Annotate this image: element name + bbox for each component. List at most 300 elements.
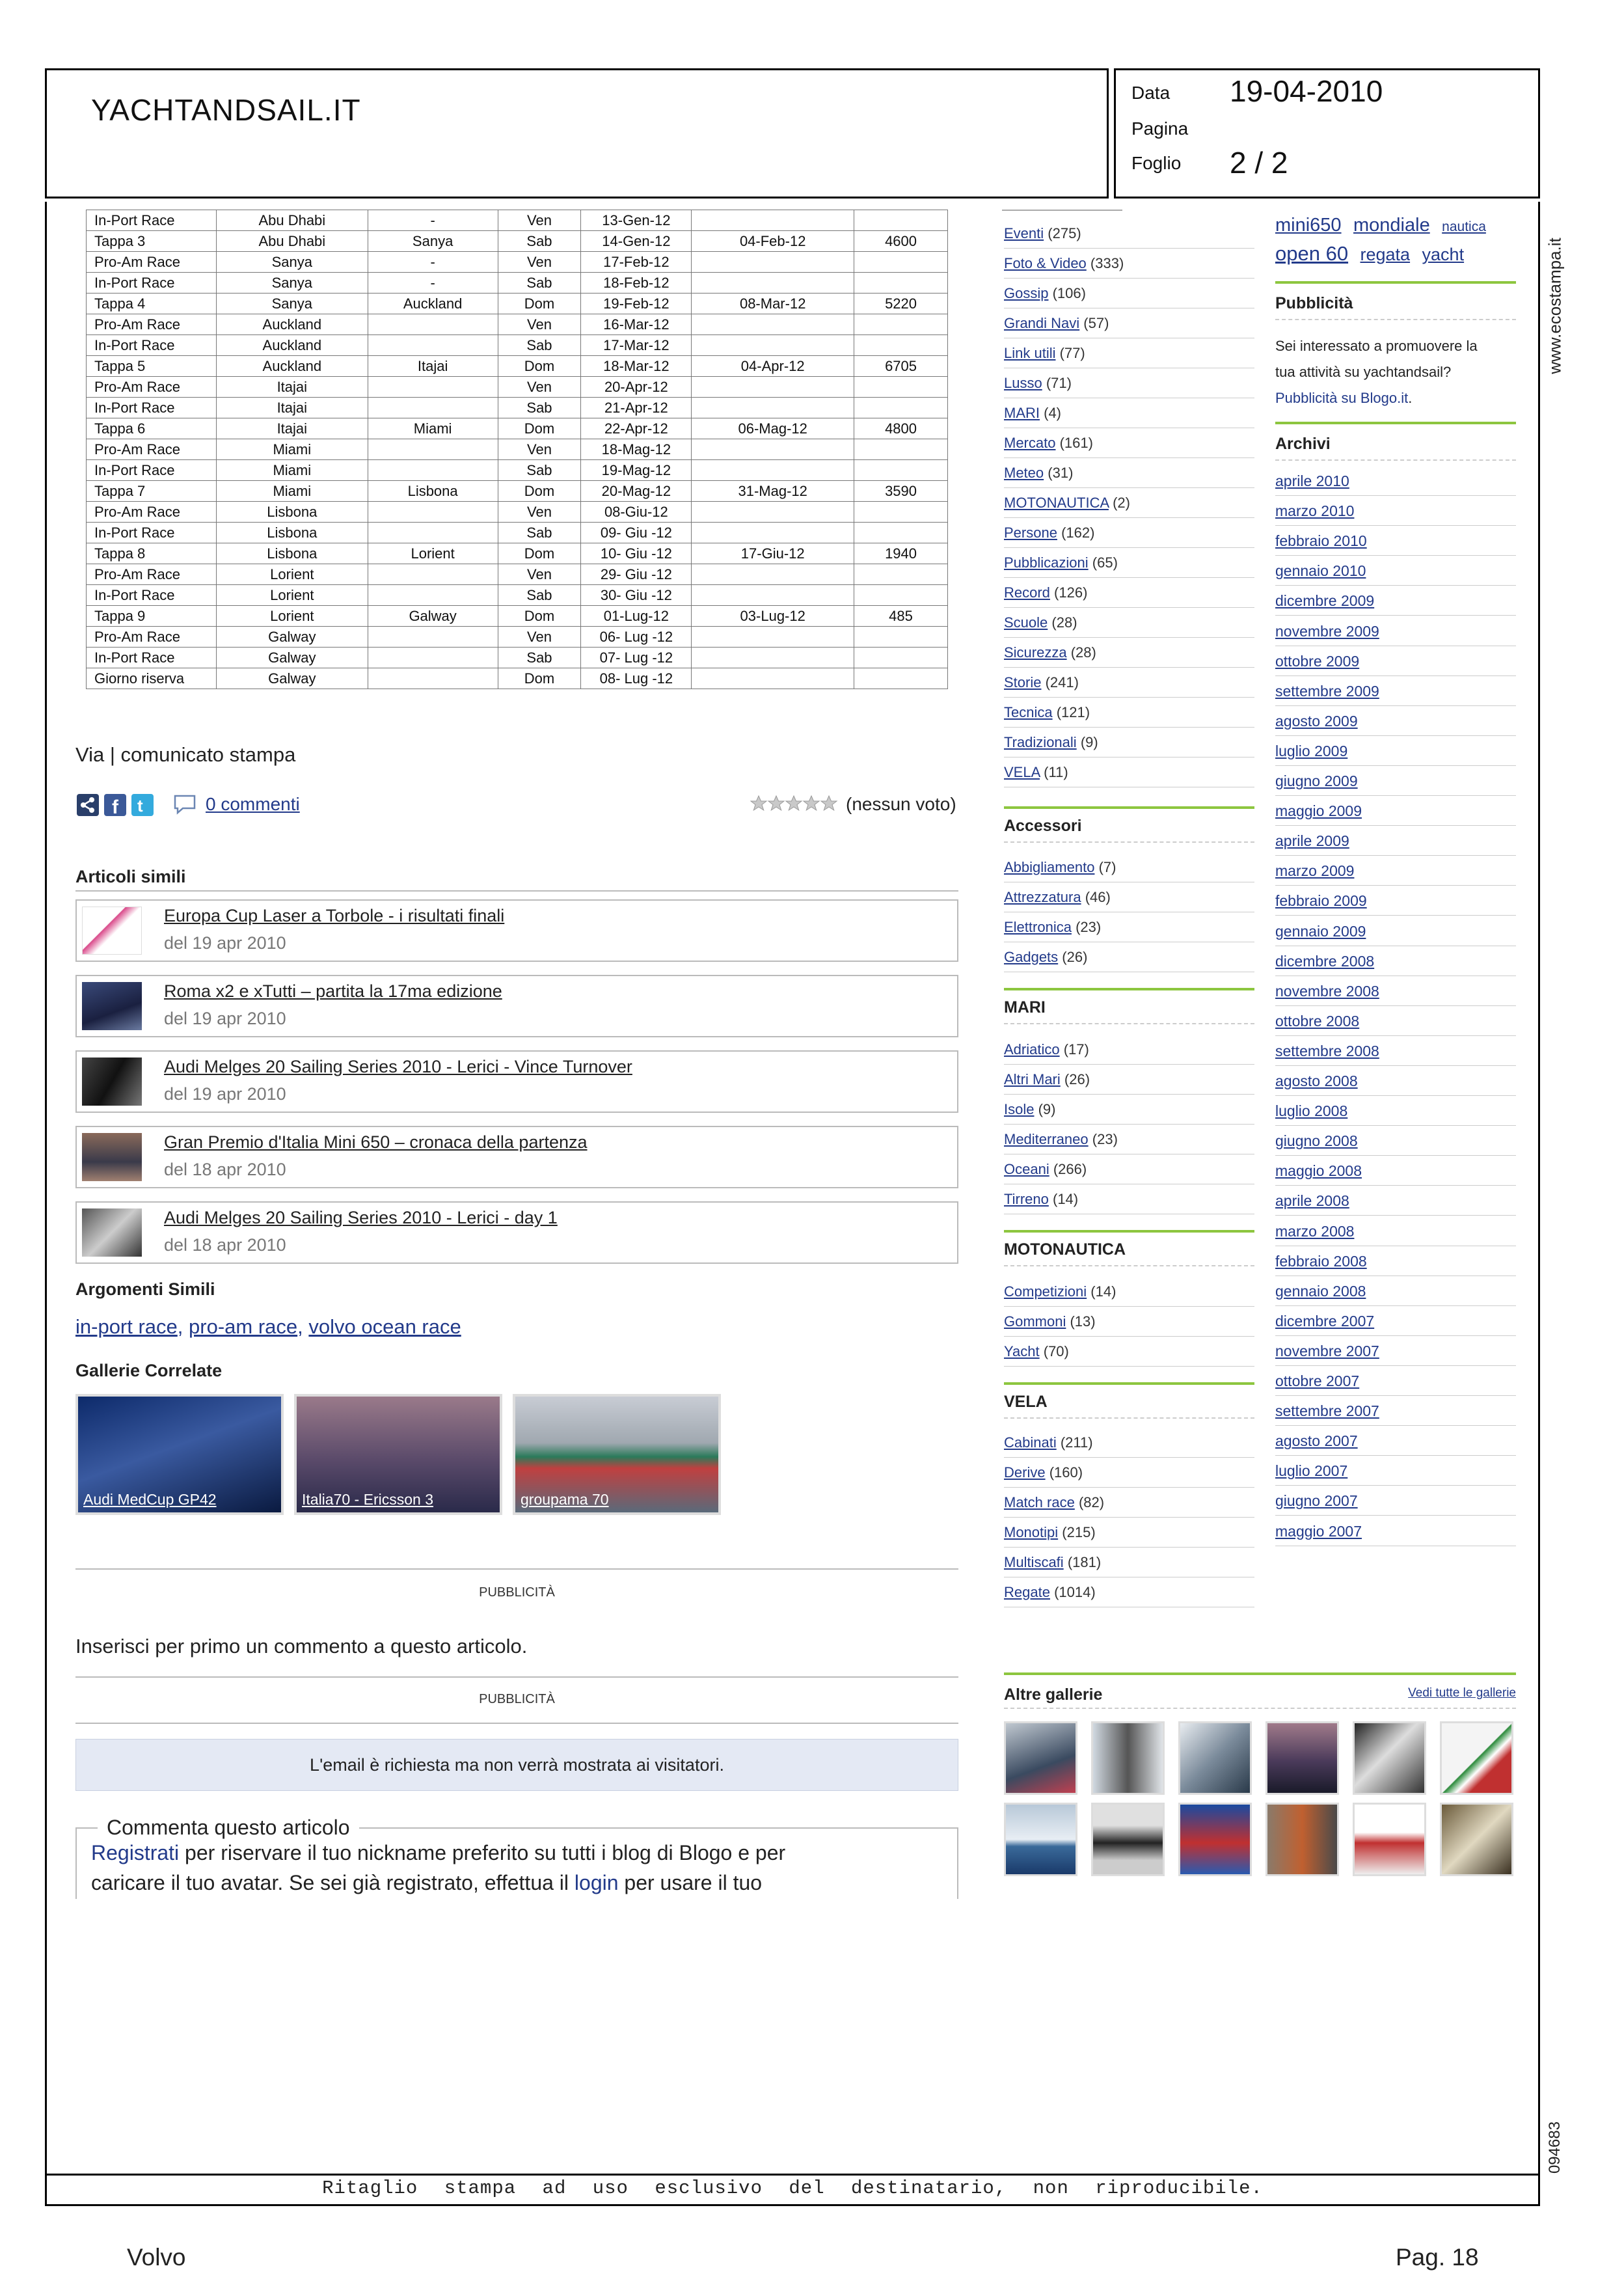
archive-link[interactable]: marzo 2010	[1275, 502, 1355, 520]
gallery-thumb[interactable]	[294, 1394, 502, 1515]
archive-item[interactable]	[1275, 1096, 1516, 1126]
category-item[interactable]	[1004, 488, 1254, 518]
related-date: del 19 apr 2010	[164, 1084, 286, 1104]
schedule-cell: Tappa 5	[87, 356, 217, 377]
category-link[interactable]: Record	[1004, 584, 1050, 601]
archive-item[interactable]	[1275, 556, 1516, 586]
archive-item[interactable]	[1275, 1066, 1516, 1096]
category-link[interactable]: Abbigliamento	[1004, 859, 1095, 875]
article-thumbnail	[82, 907, 142, 955]
category-count: (121)	[1056, 704, 1090, 720]
category-count: (70)	[1043, 1343, 1069, 1359]
data-value: 19-04-2010	[1230, 74, 1383, 108]
tag-cloud	[1275, 215, 1486, 236]
schedule-cell: Miami	[216, 460, 368, 481]
archive-link[interactable]: settembre 2007	[1275, 1402, 1379, 1420]
archive-link[interactable]: gennaio 2009	[1275, 922, 1366, 940]
related-title[interactable]: Roma x2 e xTutti – partita la 17ma edizione	[164, 981, 502, 1001]
archive-link[interactable]: luglio 2008	[1275, 1102, 1348, 1120]
category-count: (215)	[1062, 1524, 1096, 1540]
category-item[interactable]	[1004, 458, 1254, 488]
category-item[interactable]	[1004, 698, 1254, 728]
category-item[interactable]	[1004, 1035, 1254, 1065]
schedule-row	[87, 293, 948, 314]
schedule-cell: Tappa 7	[87, 481, 217, 502]
category-link[interactable]: Monotipi	[1004, 1524, 1059, 1540]
category-item[interactable]	[1004, 668, 1254, 698]
archive-item[interactable]	[1275, 1396, 1516, 1426]
rating-stars[interactable]	[750, 795, 839, 813]
schedule-cell: 20-Mag-12	[581, 481, 692, 502]
archive-item[interactable]	[1275, 856, 1516, 886]
related-title[interactable]: Europa Cup Laser a Torbole - i risultati finali	[164, 906, 505, 925]
category-item[interactable]	[1004, 428, 1254, 458]
category-item[interactable]	[1004, 308, 1254, 338]
archive-item[interactable]	[1275, 1306, 1516, 1336]
schedule-cell	[368, 627, 498, 648]
archive-link[interactable]: dicembre 2009	[1275, 592, 1375, 610]
comments-link[interactable]: 0 commenti	[206, 794, 300, 814]
archive-link[interactable]: settembre 2009	[1275, 682, 1379, 700]
archive-link[interactable]: maggio 2008	[1275, 1162, 1362, 1180]
schedule-row	[87, 398, 948, 418]
schedule-cell: Pro-Am Race	[87, 502, 217, 523]
category-item[interactable]	[1004, 882, 1254, 912]
archive-link[interactable]: maggio 2007	[1275, 1522, 1362, 1540]
category-count: (1014)	[1054, 1584, 1096, 1600]
archive-link[interactable]: gennaio 2008	[1275, 1282, 1366, 1300]
archive-link[interactable]: agosto 2008	[1275, 1072, 1358, 1089]
related-date: del 19 apr 2010	[164, 1009, 286, 1028]
tag-cloud-link[interactable]: nautica	[1442, 219, 1486, 234]
archive-link[interactable]: giugno 2009	[1275, 772, 1358, 789]
category-item[interactable]	[1004, 219, 1254, 249]
archive-link[interactable]: marzo 2008	[1275, 1222, 1355, 1240]
schedule-cell: 31-Mag-12	[692, 481, 854, 502]
schedule-cell: 01-Lug-12	[581, 606, 692, 627]
gallery-small-thumb[interactable]	[1004, 1721, 1077, 1795]
category-count: (241)	[1045, 674, 1079, 690]
related-article[interactable]	[75, 899, 958, 962]
category-link[interactable]: Eventi	[1004, 225, 1044, 241]
schedule-cell	[368, 314, 498, 335]
archive-item[interactable]	[1275, 706, 1516, 736]
category-item[interactable]	[1004, 578, 1254, 608]
archive-link[interactable]: settembre 2008	[1275, 1042, 1379, 1059]
see-all-galleries-link[interactable]: Vedi tutte le gallerie	[1408, 1686, 1516, 1700]
divider	[1004, 1417, 1254, 1419]
related-article[interactable]	[75, 975, 958, 1037]
schedule-cell	[854, 273, 948, 293]
twitter-icon[interactable]	[131, 794, 154, 816]
gallery-small-thumb[interactable]	[1091, 1721, 1165, 1795]
archive-link[interactable]: agosto 2009	[1275, 712, 1358, 730]
category-item[interactable]	[1004, 912, 1254, 942]
schedule-cell: 17-Mar-12	[581, 335, 692, 356]
category-item[interactable]	[1004, 368, 1254, 398]
schedule-row	[87, 668, 948, 689]
category-count: (82)	[1078, 1494, 1105, 1510]
related-article[interactable]	[75, 1201, 958, 1264]
category-item[interactable]	[1004, 1488, 1254, 1518]
schedule-cell	[692, 523, 854, 543]
email-notice: L'email è richiesta ma non verrà mostrata ai visitatori.	[75, 1739, 958, 1791]
pubblicita-link[interactable]: Pubblicità su Blogo.it	[1275, 390, 1409, 406]
category-item[interactable]	[1004, 1065, 1254, 1095]
category-item[interactable]	[1004, 518, 1254, 548]
header-left-box	[45, 68, 1109, 198]
category-entry	[1004, 704, 1090, 721]
category-item[interactable]	[1004, 1125, 1254, 1154]
tag-cloud-link[interactable]: open 60	[1275, 242, 1349, 265]
category-link[interactable]: Gommoni	[1004, 1313, 1066, 1330]
schedule-cell: In-Port Race	[87, 398, 217, 418]
schedule-cell: 18-Mag-12	[581, 439, 692, 460]
category-count: (71)	[1046, 375, 1072, 391]
category-link[interactable]: Attrezzatura	[1004, 889, 1081, 905]
archive-link[interactable]: maggio 2009	[1275, 802, 1362, 820]
tag-cloud-link[interactable]: regata	[1360, 245, 1411, 264]
category-link[interactable]: Tecnica	[1004, 704, 1053, 720]
schedule-cell: Ven	[498, 627, 581, 648]
schedule-row	[87, 543, 948, 564]
category-item[interactable]	[1004, 942, 1254, 972]
schedule-cell: Sab	[498, 231, 581, 252]
category-entry	[1004, 495, 1130, 512]
schedule-row	[87, 502, 948, 523]
category-item[interactable]	[1004, 1548, 1254, 1577]
archive-item[interactable]	[1275, 586, 1516, 616]
tag-cloud-link[interactable]: yacht	[1422, 245, 1465, 264]
schedule-cell	[368, 523, 498, 543]
category-count: (65)	[1092, 554, 1118, 571]
category-item[interactable]	[1004, 1458, 1254, 1488]
comment-text: per usare il tuo	[618, 1871, 763, 1894]
gallery-caption[interactable]: Audi MedCup GP42	[83, 1491, 217, 1508]
tag-cloud-link[interactable]: mini650	[1275, 215, 1342, 236]
schedule-cell: 08-Mar-12	[692, 293, 854, 314]
category-entry	[1004, 554, 1118, 571]
login-link[interactable]: login	[574, 1871, 619, 1894]
related-title[interactable]: Audi Melges 20 Sailing Series 2010 - Lerici - day 1	[164, 1208, 558, 1227]
category-link[interactable]: Mercato	[1004, 435, 1056, 451]
tag-cloud	[1275, 242, 1464, 266]
divider	[1275, 459, 1516, 461]
category-entry	[1004, 859, 1116, 876]
archive-link[interactable]: giugno 2008	[1275, 1132, 1358, 1150]
category-link[interactable]: Gadgets	[1004, 949, 1059, 965]
category-count: (23)	[1092, 1131, 1118, 1147]
archive-link[interactable]: aprile 2009	[1275, 832, 1349, 850]
archive-link[interactable]: febbraio 2010	[1275, 532, 1367, 550]
schedule-cell: Ven	[498, 439, 581, 460]
schedule-cell: In-Port Race	[87, 273, 217, 293]
schedule-cell	[692, 668, 854, 689]
archive-item[interactable]	[1275, 976, 1516, 1006]
category-count: (23)	[1076, 919, 1102, 935]
schedule-cell	[854, 564, 948, 585]
register-link[interactable]: Registrati	[91, 1841, 180, 1864]
archive-item[interactable]	[1275, 1126, 1516, 1156]
category-link[interactable]: Regate	[1004, 1584, 1050, 1600]
category-entry	[1004, 1041, 1089, 1058]
category-item[interactable]	[1004, 638, 1254, 668]
category-link[interactable]: Foto & Video	[1004, 255, 1087, 271]
category-entry	[1004, 734, 1098, 751]
related-article[interactable]	[75, 1050, 958, 1113]
archive-link[interactable]: ottobre 2008	[1275, 1012, 1360, 1030]
pubblicita-heading: Pubblicità	[1275, 294, 1353, 312]
gallery-small-thumb[interactable]	[1440, 1721, 1513, 1795]
schedule-cell: In-Port Race	[87, 523, 217, 543]
gallery-caption[interactable]: Italia70 - Ericsson 3	[302, 1491, 433, 1508]
archive-item[interactable]	[1275, 1246, 1516, 1276]
category-item[interactable]	[1004, 1337, 1254, 1367]
argomenti-heading: Argomenti Simili	[75, 1279, 215, 1299]
schedule-cell: 6705	[854, 356, 948, 377]
archive-item[interactable]	[1275, 466, 1516, 496]
category-count: (211)	[1060, 1434, 1093, 1451]
archive-link[interactable]: gennaio 2010	[1275, 562, 1366, 580]
archive-link[interactable]: ottobre 2009	[1275, 652, 1360, 670]
archive-link[interactable]: febbraio 2008	[1275, 1252, 1367, 1270]
category-link[interactable]: Competizioni	[1004, 1283, 1087, 1300]
archive-item[interactable]	[1275, 796, 1516, 826]
category-count: (162)	[1061, 525, 1095, 541]
archive-item[interactable]	[1275, 826, 1516, 856]
archive-item[interactable]	[1275, 766, 1516, 796]
archive-link[interactable]: luglio 2007	[1275, 1462, 1348, 1480]
category-link[interactable]: Tradizionali	[1004, 734, 1077, 750]
schedule-row	[87, 627, 948, 648]
archive-link[interactable]: agosto 2007	[1275, 1432, 1358, 1450]
section-rule	[1004, 1672, 1516, 1675]
archive-item[interactable]	[1275, 1006, 1516, 1036]
category-item[interactable]	[1004, 1154, 1254, 1184]
archive-link[interactable]: aprile 2010	[1275, 472, 1349, 489]
schedule-cell: Sanya	[216, 252, 368, 273]
archive-link[interactable]: dicembre 2008	[1275, 952, 1375, 970]
archive-item[interactable]	[1275, 1216, 1516, 1246]
archive-link[interactable]: febbraio 2009	[1275, 892, 1367, 910]
gallery-small-thumb[interactable]	[1440, 1803, 1513, 1876]
category-item[interactable]	[1004, 1428, 1254, 1458]
category-link[interactable]: Adriatico	[1004, 1041, 1060, 1058]
category-link[interactable]: Yacht	[1004, 1343, 1040, 1359]
archive-item[interactable]	[1275, 1336, 1516, 1366]
category-link[interactable]: Altri Mari	[1004, 1071, 1061, 1087]
tag-link[interactable]: volvo ocean race	[308, 1315, 461, 1338]
category-link[interactable]: Tirreno	[1004, 1191, 1049, 1207]
archive-item[interactable]	[1275, 886, 1516, 916]
archive-item[interactable]	[1275, 1426, 1516, 1456]
archive-item[interactable]	[1275, 496, 1516, 526]
category-count: (160)	[1049, 1464, 1083, 1481]
archive-item[interactable]	[1275, 1156, 1516, 1186]
archive-item[interactable]	[1275, 1486, 1516, 1516]
category-item[interactable]	[1004, 1095, 1254, 1125]
gallery-thumb[interactable]	[75, 1394, 284, 1515]
category-item[interactable]	[1004, 279, 1254, 308]
category-link[interactable]: Persone	[1004, 525, 1057, 541]
category-link[interactable]: Grandi Navi	[1004, 315, 1080, 331]
tag-link[interactable]: in-port race	[75, 1315, 178, 1338]
schedule-cell: Ven	[498, 377, 581, 398]
category-link[interactable]: Storie	[1004, 674, 1042, 690]
category-item[interactable]	[1004, 1518, 1254, 1548]
category-item[interactable]	[1004, 757, 1254, 787]
schedule-cell: Lorient	[216, 585, 368, 606]
category-count: (28)	[1070, 644, 1096, 661]
category-item[interactable]	[1004, 398, 1254, 428]
category-link[interactable]: Cabinati	[1004, 1434, 1057, 1451]
schedule-cell	[692, 314, 854, 335]
archive-link[interactable]: ottobre 2007	[1275, 1372, 1360, 1389]
category-item[interactable]	[1004, 338, 1254, 368]
archive-link[interactable]: novembre 2009	[1275, 622, 1379, 640]
schedule-cell	[692, 210, 854, 231]
gallery-small-thumb[interactable]	[1265, 1803, 1339, 1876]
related-article[interactable]	[75, 1126, 958, 1188]
category-entry	[1004, 1071, 1090, 1088]
archive-item[interactable]	[1275, 736, 1516, 766]
category-link[interactable]: Elettronica	[1004, 919, 1072, 935]
schedule-cell: 20-Apr-12	[581, 377, 692, 398]
schedule-cell: Dom	[498, 356, 581, 377]
archive-item[interactable]	[1275, 946, 1516, 976]
category-item[interactable]	[1004, 853, 1254, 882]
schedule-row	[87, 523, 948, 543]
tag-cloud-link[interactable]: mondiale	[1353, 215, 1430, 236]
share-icon[interactable]	[77, 794, 99, 816]
category-item[interactable]	[1004, 249, 1254, 279]
schedule-cell: Abu Dhabi	[216, 231, 368, 252]
divider	[1275, 319, 1516, 320]
altre-gallerie-heading: Altre gallerie	[1004, 1685, 1103, 1704]
category-entry	[1004, 1554, 1101, 1571]
archive-item[interactable]	[1275, 916, 1516, 946]
category-link[interactable]: Multiscafi	[1004, 1554, 1064, 1570]
schedule-cell: Lisbona	[368, 481, 498, 502]
archive-item[interactable]	[1275, 1036, 1516, 1066]
gallery-thumb[interactable]	[513, 1394, 721, 1515]
category-count: (4)	[1044, 405, 1062, 421]
schedule-cell	[368, 439, 498, 460]
archive-link[interactable]: luglio 2009	[1275, 742, 1348, 759]
archive-item[interactable]	[1275, 1516, 1516, 1546]
archive-link[interactable]: giugno 2007	[1275, 1492, 1358, 1510]
schedule-cell: 03-Lug-12	[692, 606, 854, 627]
schedule-cell: Lisbona	[216, 543, 368, 564]
section-rule	[1275, 281, 1516, 284]
schedule-cell: Lorient	[216, 606, 368, 627]
gallery-small-thumb[interactable]	[1353, 1803, 1426, 1876]
archive-item[interactable]	[1275, 616, 1516, 646]
category-link[interactable]: Sicurezza	[1004, 644, 1067, 661]
related-title[interactable]: Audi Melges 20 Sailing Series 2010 - Lerici - Vince Turnover	[164, 1057, 632, 1076]
category-link[interactable]: Match race	[1004, 1494, 1075, 1510]
schedule-cell: Dom	[498, 293, 581, 314]
schedule-row	[87, 335, 948, 356]
category-item[interactable]	[1004, 1277, 1254, 1307]
gallery-small-thumb[interactable]	[1178, 1721, 1252, 1795]
category-link[interactable]: Link utili	[1004, 345, 1056, 361]
category-link[interactable]: VELA	[1004, 764, 1040, 780]
gallery-caption[interactable]: groupama 70	[521, 1491, 609, 1508]
archive-item[interactable]	[1275, 1456, 1516, 1486]
category-item[interactable]	[1004, 1184, 1254, 1214]
facebook-icon[interactable]	[104, 794, 126, 816]
category-entry	[1004, 644, 1096, 661]
tag-link[interactable]: pro-am race	[189, 1315, 298, 1338]
foglio-label: Foglio	[1131, 153, 1182, 173]
category-item[interactable]	[1004, 608, 1254, 638]
schedule-cell: 485	[854, 606, 948, 627]
foglio-value: 2 / 2	[1230, 146, 1288, 180]
category-link[interactable]: Mediterraneo	[1004, 1131, 1089, 1147]
gallery-small-thumb[interactable]	[1353, 1721, 1426, 1795]
category-link[interactable]: MOTONAUTICA	[1004, 495, 1109, 511]
category-link[interactable]: Pubblicazioni	[1004, 554, 1089, 571]
archive-link[interactable]: dicembre 2007	[1275, 1312, 1375, 1330]
schedule-cell: In-Port Race	[87, 210, 217, 231]
gallery-small-thumb[interactable]	[1091, 1803, 1165, 1876]
archive-link[interactable]: marzo 2009	[1275, 862, 1355, 880]
archive-link[interactable]: novembre 2008	[1275, 982, 1379, 1000]
category-item[interactable]	[1004, 728, 1254, 757]
archive-item[interactable]	[1275, 646, 1516, 676]
archive-item[interactable]	[1275, 676, 1516, 706]
ad-label: PUBBLICITÀ	[479, 1692, 555, 1706]
gallery-small-thumb[interactable]	[1004, 1803, 1077, 1876]
gallery-small-thumb[interactable]	[1265, 1721, 1339, 1795]
category-link[interactable]: Lusso	[1004, 375, 1042, 391]
category-link[interactable]: Meteo	[1004, 465, 1044, 481]
gallery-small-thumb[interactable]	[1178, 1803, 1252, 1876]
category-entry	[1004, 315, 1109, 332]
first-comment-text: Inserisci per primo un commento a questo articolo.	[75, 1635, 528, 1658]
category-item[interactable]	[1004, 1577, 1254, 1607]
category-link[interactable]: Oceani	[1004, 1161, 1049, 1177]
schedule-cell	[368, 377, 498, 398]
archive-item[interactable]	[1275, 526, 1516, 556]
category-link[interactable]: Scuole	[1004, 614, 1048, 631]
related-title[interactable]: Gran Premio d'Italia Mini 650 – cronaca della partenza	[164, 1132, 588, 1152]
category-link[interactable]: Isole	[1004, 1101, 1035, 1117]
schedule-cell: 4600	[854, 231, 948, 252]
archive-link[interactable]: novembre 2007	[1275, 1342, 1379, 1359]
schedule-cell: 09- Giu -12	[581, 523, 692, 543]
category-link[interactable]: Derive	[1004, 1464, 1046, 1481]
archive-item[interactable]	[1275, 1366, 1516, 1396]
category-item[interactable]	[1004, 1307, 1254, 1337]
schedule-row	[87, 564, 948, 585]
category-item[interactable]	[1004, 548, 1254, 578]
schedule-cell	[692, 335, 854, 356]
category-count: (9)	[1080, 734, 1098, 750]
archive-item[interactable]	[1275, 1186, 1516, 1216]
category-link[interactable]: Gossip	[1004, 285, 1049, 301]
category-heading: VELA	[1004, 1393, 1048, 1411]
category-count: (106)	[1052, 285, 1086, 301]
category-entry	[1004, 919, 1101, 936]
archive-item[interactable]	[1275, 1276, 1516, 1306]
divider	[1004, 1708, 1516, 1709]
category-link[interactable]: MARI	[1004, 405, 1040, 421]
archive-link[interactable]: aprile 2008	[1275, 1192, 1349, 1210]
category-count: (126)	[1054, 584, 1088, 601]
schedule-cell	[368, 398, 498, 418]
